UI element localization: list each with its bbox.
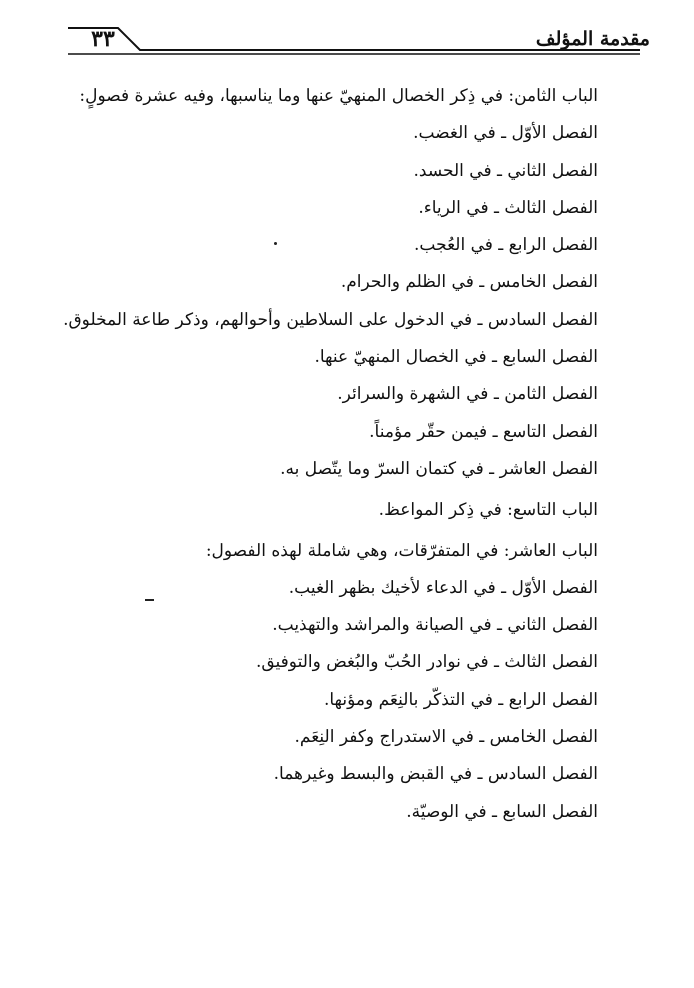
chapter-heading: الباب الثامن: في ذِكر الخصال المنهيّ عنها وما يناسبها، وفيه عشرة فصولٍ: bbox=[79, 86, 598, 106]
page-number: ٣٣ bbox=[91, 26, 115, 52]
page-header bbox=[60, 20, 650, 60]
section-line: الفصل السابع ـ في الخصال المنهيّ عنها. bbox=[314, 347, 598, 368]
section-line: الفصل الأوّل ـ في الدعاء لأخيك بظهر الغيب. bbox=[288, 577, 598, 598]
section-line: الفصل السابع ـ في الوصيّة. bbox=[406, 801, 598, 822]
section-line: الفصل الرابع ـ في العُجب. bbox=[414, 235, 598, 256]
section-line: الفصل الثالث ـ في الرياء. bbox=[418, 197, 598, 218]
section-line: الفصل الرابع ـ في التذكّر بالنِعَم ومؤنها. bbox=[323, 689, 598, 710]
section-line: الفصل التاسع ـ فيمن حقّر مؤمناً. bbox=[369, 421, 598, 442]
section-line: الفصل الثاني ـ في الحسد. bbox=[413, 160, 598, 181]
section-line: الفصل الثامن ـ في الشهرة والسرائر. bbox=[337, 384, 598, 405]
section-line: الفصل الثاني ـ في الصيانة والمراشد والتهذيب. bbox=[272, 615, 598, 636]
chapter-heading: الباب العاشر: في المتفرّقات، وهي شاملة لهذه الفصول: bbox=[205, 540, 598, 561]
print-speck bbox=[145, 599, 154, 601]
section-line: الفصل العاشر ـ في كتمان السرّ وما يتّصل به. bbox=[280, 458, 598, 479]
running-header-title: مقدمة المؤلف bbox=[535, 28, 650, 50]
print-speck bbox=[274, 242, 277, 245]
section-line: الفصل الثالث ـ في نوادر الحُبّ والبُغض والتوفيق. bbox=[255, 652, 598, 673]
section-line: الفصل الخامس ـ في الظلم والحرام. bbox=[340, 272, 598, 293]
section-line: الفصل الخامس ـ في الاستدراج وكفر النِعَم. bbox=[294, 727, 598, 748]
table-of-contents bbox=[60, 78, 598, 831]
chapter-heading: الباب التاسع: في ذِكر المواعظ. bbox=[378, 500, 598, 521]
section-line: الفصل السادس ـ في القبض والبسط وغيرهما. bbox=[273, 764, 598, 785]
section-line: الفصل الأوّل ـ في الغضب. bbox=[413, 123, 598, 144]
section-line: الفصل السادس ـ في الدخول على السلاطين وأحوالهم، وذكر طاعة المخلوق. bbox=[63, 309, 598, 330]
